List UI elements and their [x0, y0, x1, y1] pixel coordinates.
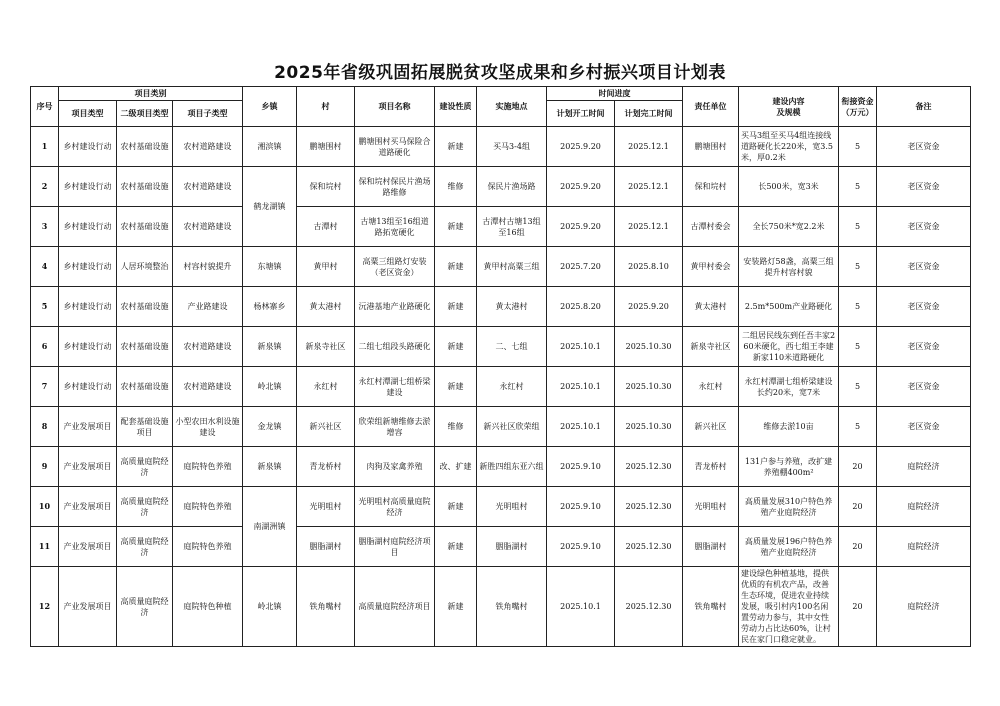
cell-unit: 青龙桥村 [683, 447, 739, 487]
cell-content: 维修去淤10亩 [739, 407, 839, 447]
cell-name: 永红村潭湖七组桥梁建设 [355, 367, 435, 407]
cell-nature: 新建 [435, 367, 477, 407]
cell-start: 2025.9.20 [547, 127, 615, 167]
cell-village: 铁角嘴村 [297, 567, 355, 647]
cell-remark: 老区资金 [877, 207, 971, 247]
cell-location: 二、七组 [477, 327, 547, 367]
cell-level2: 农村基础设施 [117, 367, 173, 407]
header-remark: 备注 [877, 87, 971, 127]
cell-remark: 老区资金 [877, 287, 971, 327]
cell-village: 永红村 [297, 367, 355, 407]
cell-location: 新兴社区欣荣组 [477, 407, 547, 447]
cell-no: 6 [31, 327, 59, 367]
cell-level2: 配套基础设施项目 [117, 407, 173, 447]
cell-no: 10 [31, 487, 59, 527]
cell-town: 湘滨镇 [243, 127, 297, 167]
header-town: 乡镇 [243, 87, 297, 127]
cell-unit: 光明咀村 [683, 487, 739, 527]
cell-name: 胭脂湖村庭院经济项目 [355, 527, 435, 567]
cell-content: 2.5m*500m产业路硬化 [739, 287, 839, 327]
cell-nature: 维修 [435, 167, 477, 207]
cell-type: 产业发展项目 [59, 487, 117, 527]
cell-location: 保民片渔场路 [477, 167, 547, 207]
cell-name: 高粟三组路灯安装（老区资金） [355, 247, 435, 287]
cell-village: 新泉寺社区 [297, 327, 355, 367]
cell-content: 高质量发展196户特色养殖产业庭院经济 [739, 527, 839, 567]
cell-name: 肉狗及家禽养殖 [355, 447, 435, 487]
cell-nature: 维修 [435, 407, 477, 447]
header-schedule-group: 时间进度 [547, 87, 683, 101]
header-subtype: 项目子类型 [173, 101, 243, 127]
cell-fund: 5 [839, 167, 877, 207]
cell-village: 古潭村 [297, 207, 355, 247]
cell-level2: 农村基础设施 [117, 327, 173, 367]
cell-remark: 老区资金 [877, 327, 971, 367]
cell-town: 金龙镇 [243, 407, 297, 447]
cell-town: 岭北镇 [243, 567, 297, 647]
cell-no: 2 [31, 167, 59, 207]
cell-end: 2025.12.30 [615, 527, 683, 567]
table-row [31, 487, 971, 527]
cell-type: 乡村建设行动 [59, 167, 117, 207]
cell-type: 乡村建设行动 [59, 127, 117, 167]
cell-content: 全长750米*宽2.2米 [739, 207, 839, 247]
cell-town: 东塘镇 [243, 247, 297, 287]
cell-unit: 永红村 [683, 367, 739, 407]
cell-location: 古潭村古塘13组至16组 [477, 207, 547, 247]
table-row [31, 207, 971, 247]
cell-unit: 胭脂湖村 [683, 527, 739, 567]
cell-fund: 20 [839, 447, 877, 487]
header-content: 建设内容 及规模 [739, 87, 839, 127]
cell-start: 2025.7.20 [547, 247, 615, 287]
header-fund: 衔接资金 （万元） [839, 87, 877, 127]
cell-no: 1 [31, 127, 59, 167]
cell-type: 乡村建设行动 [59, 327, 117, 367]
cell-nature: 新建 [435, 287, 477, 327]
cell-location: 新胜四组东亚六组 [477, 447, 547, 487]
cell-no: 3 [31, 207, 59, 247]
cell-subtype: 农村道路建设 [173, 167, 243, 207]
cell-level2: 农村基础设施 [117, 127, 173, 167]
cell-village: 胭脂湖村 [297, 527, 355, 567]
cell-no: 11 [31, 527, 59, 567]
table-row [31, 127, 971, 167]
cell-start: 2025.8.20 [547, 287, 615, 327]
cell-fund: 5 [839, 247, 877, 287]
cell-fund: 20 [839, 487, 877, 527]
cell-location: 铁角嘴村 [477, 567, 547, 647]
table-row [31, 287, 971, 327]
cell-subtype: 农村道路建设 [173, 127, 243, 167]
cell-location: 黄甲村高粟三组 [477, 247, 547, 287]
project-plan-table [30, 86, 971, 647]
cell-unit: 新兴社区 [683, 407, 739, 447]
cell-end: 2025.12.1 [615, 207, 683, 247]
cell-remark: 老区资金 [877, 407, 971, 447]
cell-town: 鹤龙湖镇 [243, 167, 297, 247]
cell-village: 黄甲村 [297, 247, 355, 287]
cell-subtype: 庭院特色养殖 [173, 527, 243, 567]
cell-subtype: 庭院特色养殖 [173, 487, 243, 527]
cell-fund: 5 [839, 327, 877, 367]
cell-nature: 改、扩建 [435, 447, 477, 487]
cell-nature: 新建 [435, 207, 477, 247]
table-row [31, 407, 971, 447]
cell-location: 买马3-4组 [477, 127, 547, 167]
cell-name: 欣荣组新塘维修去淤增容 [355, 407, 435, 447]
cell-content: 长500米，宽3米 [739, 167, 839, 207]
cell-level2: 高质量庭院经济 [117, 567, 173, 647]
cell-fund: 5 [839, 407, 877, 447]
cell-location: 永红村 [477, 367, 547, 407]
cell-no: 5 [31, 287, 59, 327]
cell-name: 二组七组段头路硬化 [355, 327, 435, 367]
cell-remark: 老区资金 [877, 247, 971, 287]
cell-level2: 农村基础设施 [117, 207, 173, 247]
cell-type: 乡村建设行动 [59, 367, 117, 407]
cell-town: 新泉镇 [243, 447, 297, 487]
table-row [31, 367, 971, 407]
header-unit: 责任单位 [683, 87, 739, 127]
cell-fund: 5 [839, 127, 877, 167]
cell-unit: 鹏塘围村 [683, 127, 739, 167]
cell-end: 2025.12.30 [615, 567, 683, 647]
cell-subtype: 产业路建设 [173, 287, 243, 327]
cell-fund: 20 [839, 527, 877, 567]
cell-content: 二组居民线东到任吾丰家260米硬化，西七组王李建新家110米道路硬化 [739, 327, 839, 367]
cell-remark: 老区资金 [877, 127, 971, 167]
table-row [31, 527, 971, 567]
cell-level2: 高质量庭院经济 [117, 447, 173, 487]
cell-remark: 庭院经济 [877, 487, 971, 527]
header-location: 实施地点 [477, 87, 547, 127]
cell-subtype: 庭院特色种植 [173, 567, 243, 647]
cell-no: 12 [31, 567, 59, 647]
cell-name: 保和垸村保民片渔场路维修 [355, 167, 435, 207]
cell-end: 2025.8.10 [615, 247, 683, 287]
header-village: 村 [297, 87, 355, 127]
cell-level2: 农村基础设施 [117, 287, 173, 327]
cell-end: 2025.12.1 [615, 167, 683, 207]
cell-content: 建设绿色种植基地，提供优质的有机农产品，改善生态环境，促进农业持续发展，吸引村内100名闲置劳动力参与，其中女性劳动力占比达60%，让村民在家门口稳定就业。 [739, 567, 839, 647]
cell-subtype: 农村道路建设 [173, 327, 243, 367]
cell-type: 产业发展项目 [59, 407, 117, 447]
cell-level2: 高质量庭院经济 [117, 527, 173, 567]
cell-remark: 老区资金 [877, 367, 971, 407]
cell-content: 高质量发展310户特色养殖产业庭院经济 [739, 487, 839, 527]
cell-start: 2025.10.1 [547, 327, 615, 367]
cell-subtype: 农村道路建设 [173, 367, 243, 407]
cell-nature: 新建 [435, 567, 477, 647]
cell-no: 4 [31, 247, 59, 287]
cell-remark: 庭院经济 [877, 567, 971, 647]
cell-fund: 5 [839, 207, 877, 247]
cell-location: 光明咀村 [477, 487, 547, 527]
cell-nature: 新建 [435, 327, 477, 367]
cell-subtype: 村容村貌提升 [173, 247, 243, 287]
header-start: 计划开工时间 [547, 101, 615, 127]
cell-level2: 高质量庭院经济 [117, 487, 173, 527]
cell-start: 2025.9.20 [547, 207, 615, 247]
cell-village: 鹏塘围村 [297, 127, 355, 167]
cell-start: 2025.10.1 [547, 367, 615, 407]
cell-village: 黄太港村 [297, 287, 355, 327]
cell-content: 131户参与养殖，改扩建养殖棚400m² [739, 447, 839, 487]
cell-village: 青龙桥村 [297, 447, 355, 487]
cell-subtype: 庭院特色养殖 [173, 447, 243, 487]
header-no: 序号 [31, 87, 59, 127]
cell-fund: 5 [839, 287, 877, 327]
cell-content: 安装路灯58盏，高粟三组提升村容村貌 [739, 247, 839, 287]
cell-no: 9 [31, 447, 59, 487]
cell-unit: 新泉寺社区 [683, 327, 739, 367]
cell-end: 2025.12.30 [615, 487, 683, 527]
cell-start: 2025.10.1 [547, 567, 615, 647]
cell-town: 新泉镇 [243, 327, 297, 367]
cell-nature: 新建 [435, 127, 477, 167]
cell-end: 2025.10.30 [615, 407, 683, 447]
cell-start: 2025.9.20 [547, 167, 615, 207]
cell-start: 2025.10.1 [547, 407, 615, 447]
page-title: 2025年省级巩固拓展脱贫攻坚成果和乡村振兴项目计划表 [274, 63, 726, 83]
cell-content: 买马3组至买马4组连接线道路硬化长220米，宽3.5米，厚0.2米 [739, 127, 839, 167]
cell-name: 鹏塘围村买马保险合道路硬化 [355, 127, 435, 167]
cell-end: 2025.10.30 [615, 367, 683, 407]
cell-remark: 老区资金 [877, 167, 971, 207]
cell-content: 永红村潭湖七组桥梁建设长约20米，宽7米 [739, 367, 839, 407]
cell-type: 产业发展项目 [59, 567, 117, 647]
header-category-group: 项目类别 [59, 87, 243, 101]
cell-no: 7 [31, 367, 59, 407]
table-row [31, 447, 971, 487]
table-row [31, 247, 971, 287]
cell-type: 乡村建设行动 [59, 247, 117, 287]
cell-start: 2025.9.10 [547, 527, 615, 567]
cell-end: 2025.10.30 [615, 327, 683, 367]
header-level2: 二级项目类型 [117, 101, 173, 127]
cell-village: 新兴社区 [297, 407, 355, 447]
header-name: 项目名称 [355, 87, 435, 127]
cell-fund: 20 [839, 567, 877, 647]
cell-end: 2025.12.30 [615, 447, 683, 487]
cell-nature: 新建 [435, 527, 477, 567]
cell-fund: 5 [839, 367, 877, 407]
cell-remark: 庭院经济 [877, 447, 971, 487]
cell-subtype: 农村道路建设 [173, 207, 243, 247]
cell-type: 乡村建设行动 [59, 207, 117, 247]
cell-subtype: 小型农田水利设施建设 [173, 407, 243, 447]
header-nature: 建设性质 [435, 87, 477, 127]
cell-no: 8 [31, 407, 59, 447]
cell-name: 高质量庭院经济项目 [355, 567, 435, 647]
table-row [31, 567, 971, 647]
cell-type: 产业发展项目 [59, 527, 117, 567]
cell-name: 沅港基地产业路硬化 [355, 287, 435, 327]
cell-nature: 新建 [435, 487, 477, 527]
cell-level2: 农村基础设施 [117, 167, 173, 207]
cell-nature: 新建 [435, 247, 477, 287]
cell-village: 光明咀村 [297, 487, 355, 527]
cell-unit: 古潭村委会 [683, 207, 739, 247]
header-end: 计划完工时间 [615, 101, 683, 127]
cell-village: 保和垸村 [297, 167, 355, 207]
cell-end: 2025.9.20 [615, 287, 683, 327]
cell-name: 光明咀村高质量庭院经济 [355, 487, 435, 527]
header-type: 项目类型 [59, 101, 117, 127]
cell-location: 黄太港村 [477, 287, 547, 327]
cell-unit: 铁角嘴村 [683, 567, 739, 647]
cell-type: 乡村建设行动 [59, 287, 117, 327]
cell-start: 2025.9.10 [547, 447, 615, 487]
cell-town: 南湖洲镇 [243, 487, 297, 567]
cell-unit: 黄太港村 [683, 287, 739, 327]
cell-location: 胭脂湖村 [477, 527, 547, 567]
cell-type: 产业发展项目 [59, 447, 117, 487]
cell-remark: 庭院经济 [877, 527, 971, 567]
cell-level2: 人居环境整治 [117, 247, 173, 287]
cell-town: 杨林寨乡 [243, 287, 297, 327]
cell-name: 古塘13组至16组道路拓宽硬化 [355, 207, 435, 247]
cell-unit: 黄甲村委会 [683, 247, 739, 287]
cell-unit: 保和垸村 [683, 167, 739, 207]
table-row [31, 167, 971, 207]
cell-start: 2025.9.10 [547, 487, 615, 527]
table-row [31, 327, 971, 367]
cell-town: 岭北镇 [243, 367, 297, 407]
cell-end: 2025.12.1 [615, 127, 683, 167]
